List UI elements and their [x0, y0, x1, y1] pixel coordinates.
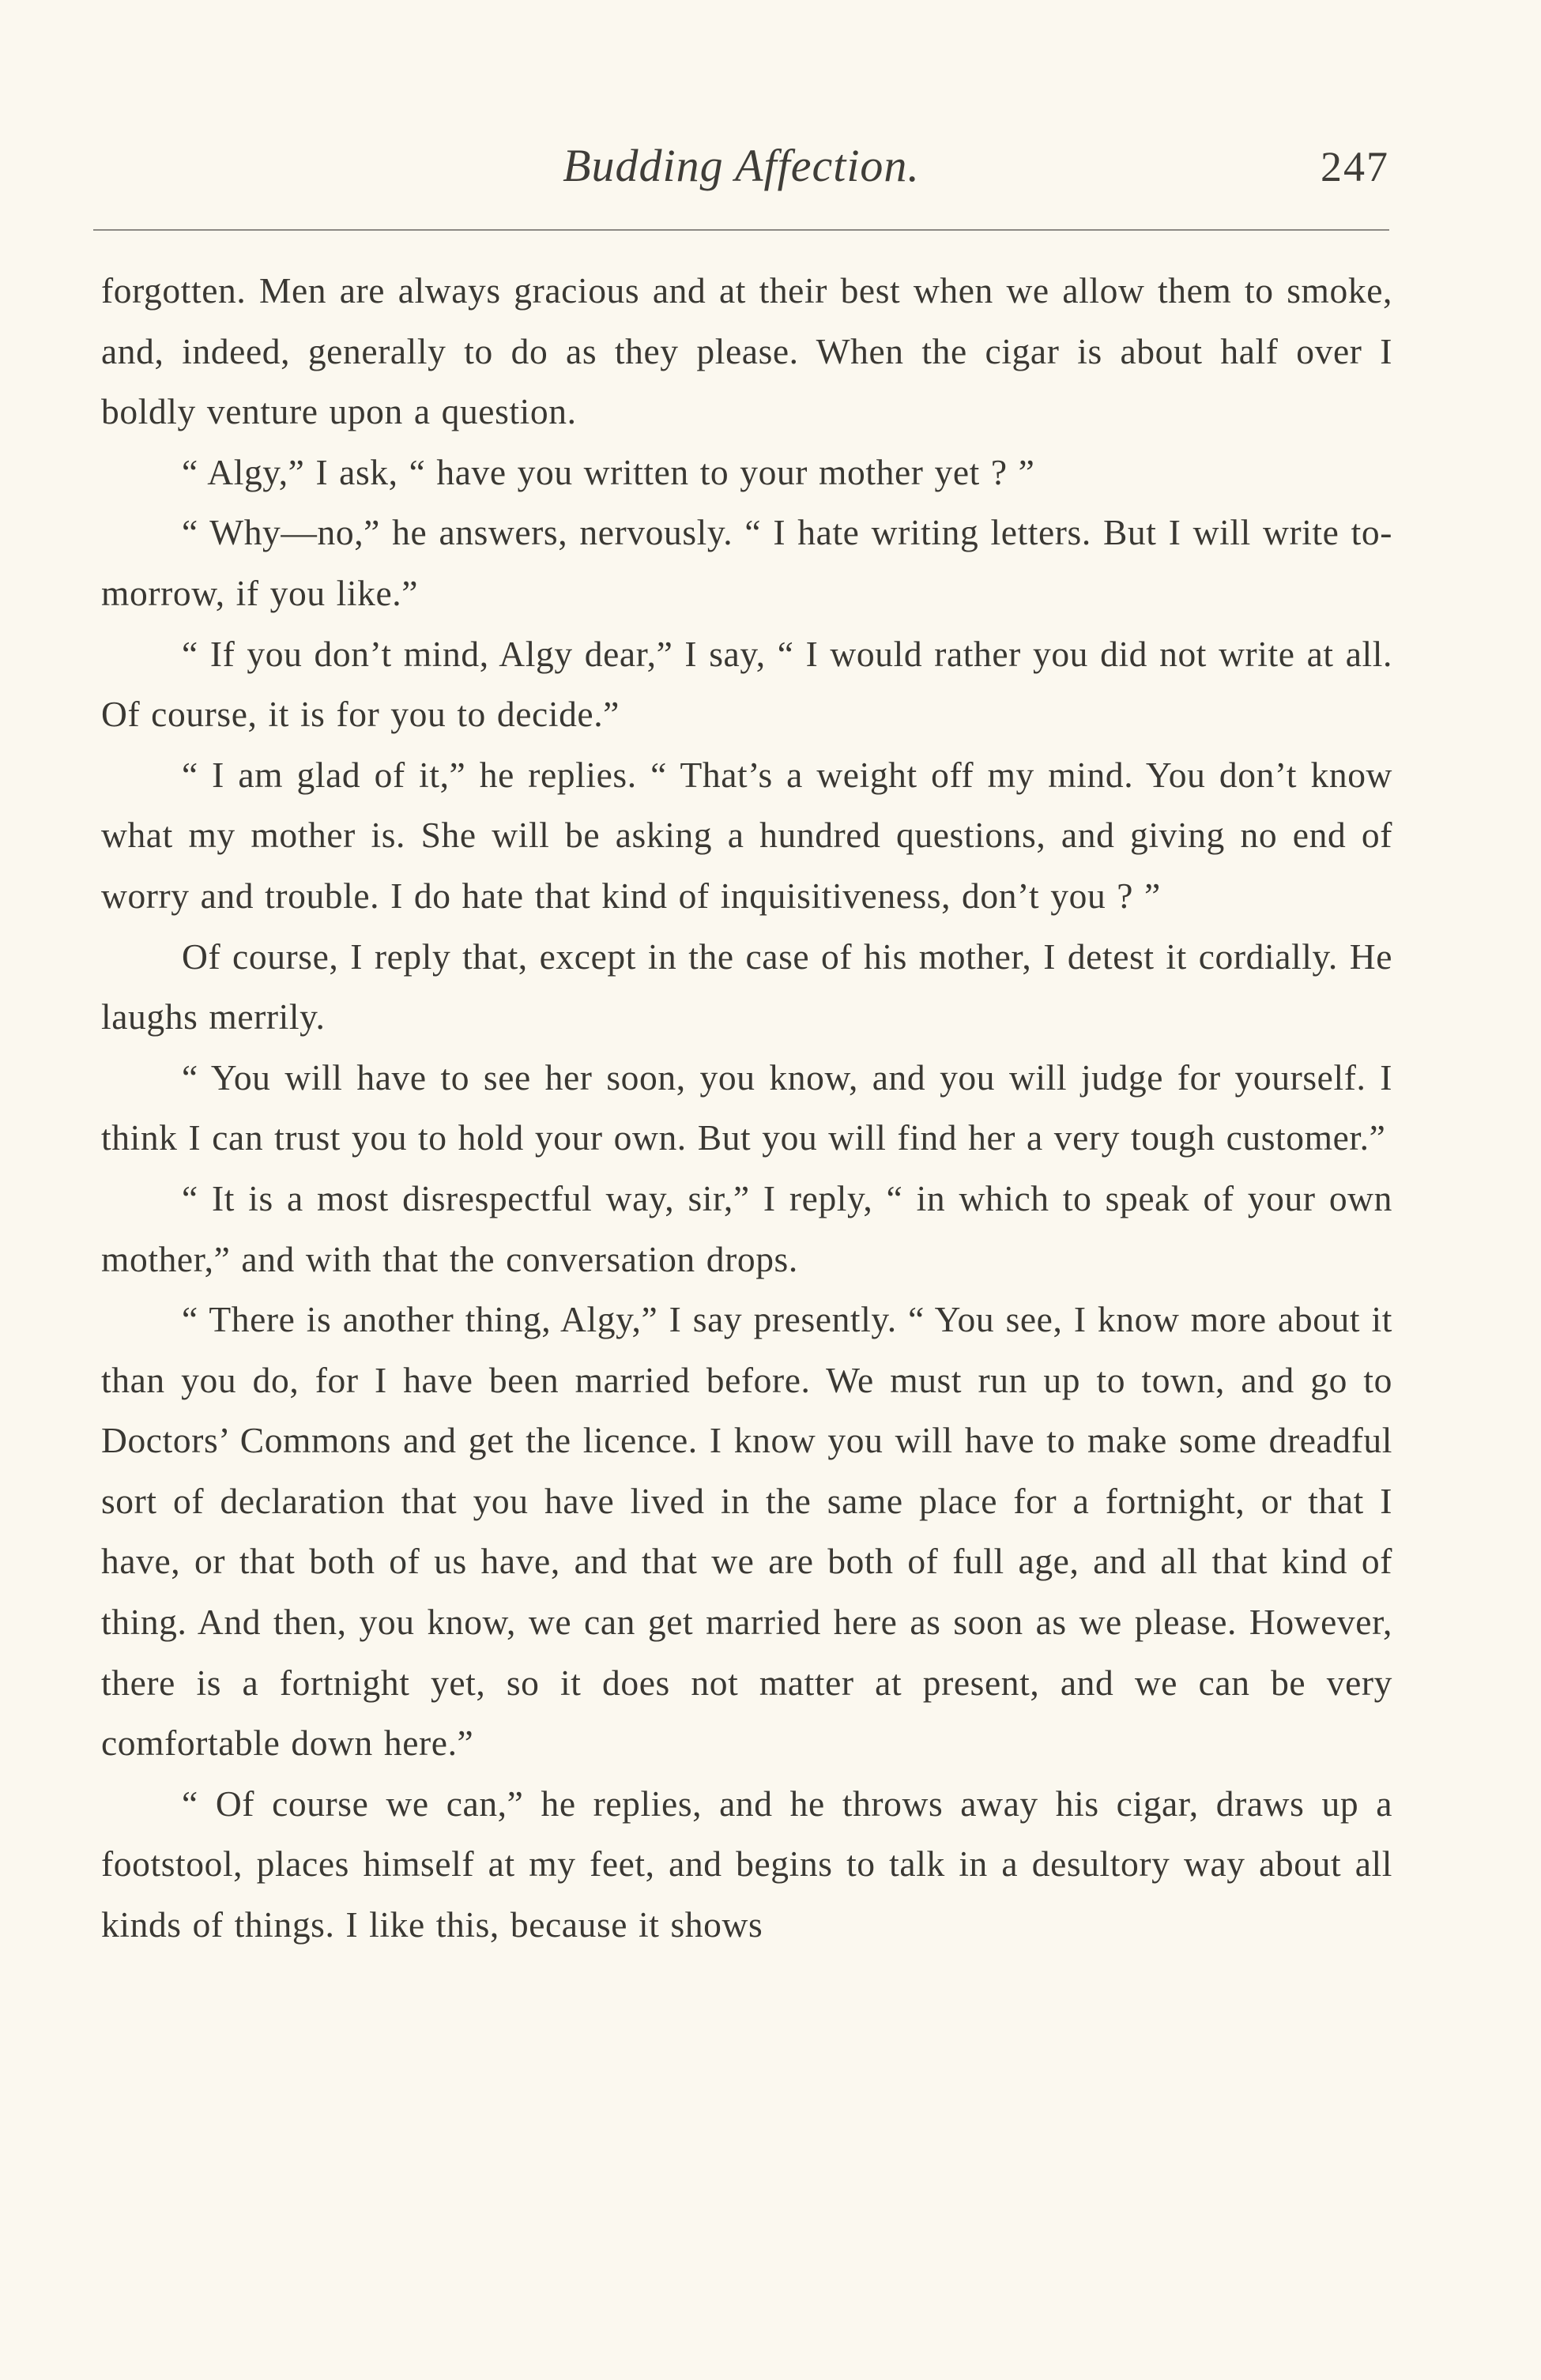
paragraph: “ Algy,” I ask, “ have you written to your mother yet ? ” — [182, 451, 1035, 492]
page-number: 247 — [1321, 143, 1389, 190]
paragraph: “ Of course we can,” he replies, and he throws away his cigar, draws up a footstool, places himself at my feet, and begins to talk in a desultory way about all kinds of things. I like this, because it shows — [101, 1783, 1392, 1945]
paragraph: “ I am glad of it,” he replies. “ That’s a weight off my mind. You don’t know what my mother is. She will be asking a hundred questions, and giving no end of worry and trouble. I do hate that kind of inquisitiveness, don’t you ? ” — [101, 754, 1392, 916]
paragraph: “ You will have to see her soon, you know, and you will judge for yourself. I think I can trust you to hold your own. But you will find her a very tough customer.” — [101, 1056, 1392, 1158]
header-rule — [93, 229, 1389, 231]
paragraph: “ There is another thing, Algy,” I say presently. “ You see, I know more about it than you do, for I have been married before. We must run up to town, and go to Doctors’ Commons and get the licence. I know you will have to make some dreadful sort of declaration that you have lived in the same place for a fortnight, or that I have, or that both of us have, and that we are both of full age, and all that kind of thing. And then, you know, we can get married here as soon as we please. However, there is a fortnight yet, so it does not matter at present, and we can be very comfortable down here.” — [101, 1299, 1392, 1764]
paragraph: “ If you don’t mind, Algy dear,” I say, “ I would rather you did not write at all. Of course, it is for you to decide.” — [101, 633, 1392, 735]
paragraph: forgotten. Men are always gracious and at their best when we allow them to smoke, and, indeed, generally to do as they please. When the cigar is about half over I boldly venture upon a question. — [101, 270, 1392, 432]
paragraph: Of course, I reply that, except in the case of his mother, I detest it cordially. He laughs merrily. — [101, 936, 1392, 1037]
page-header — [93, 139, 1389, 210]
body-text — [101, 261, 1392, 1956]
paragraph: “ Why—no,” he answers, nervously. “ I hate writing letters. But I will write to-morrow, if you like.” — [101, 512, 1392, 613]
running-title: Budding Affection. — [563, 140, 920, 191]
paragraph: “ It is a most disrespectful way, sir,” I reply, “ in which to speak of your own mother,” and with that the conversation drops. — [101, 1177, 1392, 1279]
